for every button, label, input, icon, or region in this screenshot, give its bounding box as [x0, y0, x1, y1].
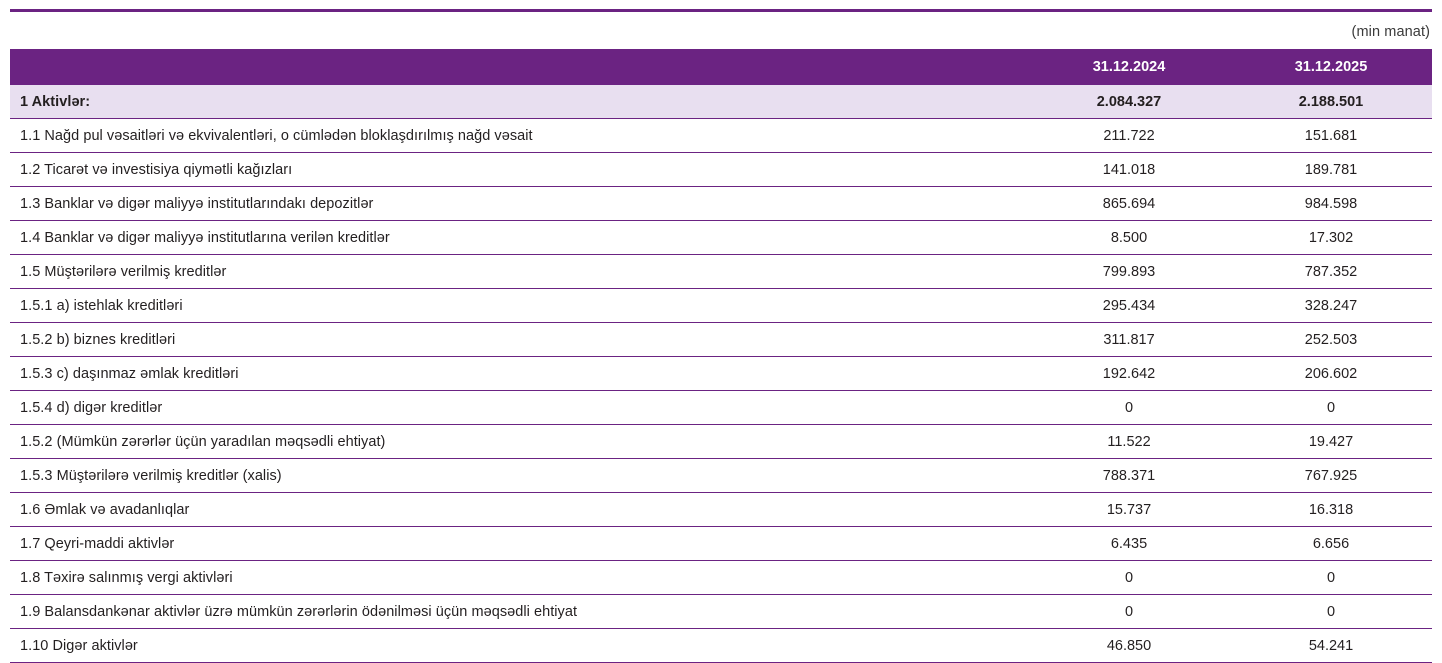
- row-value-2024: 0: [1028, 391, 1230, 425]
- row-value-2025: 0: [1230, 391, 1432, 425]
- unit-note: (min manat): [1351, 24, 1430, 40]
- row-value-2024: 46.850: [1028, 629, 1230, 663]
- row-label: 1 Aktivlər:: [10, 85, 1028, 119]
- table-row: [10, 153, 1432, 187]
- row-value-2025: 17.302: [1230, 221, 1432, 255]
- row-value-2024: 0: [1028, 595, 1230, 629]
- row-value-2024: 788.371: [1028, 459, 1230, 493]
- table-row: [10, 357, 1432, 391]
- row-value-2025: 787.352: [1230, 255, 1432, 289]
- row-label: 1.1 Nağd pul vəsaitləri və ekvivalentləri, o cümlədən bloklaşdırılmış nağd vəsait: [10, 119, 1028, 153]
- table-row: [10, 289, 1432, 323]
- row-value-2025: 328.247: [1230, 289, 1432, 323]
- table-row: [10, 493, 1432, 527]
- row-label: 1.5.3 Müştərilərə verilmiş kreditlər (xalis): [10, 459, 1028, 493]
- column-header-date-1: 31.12.2024: [1028, 49, 1230, 85]
- row-value-2025: 151.681: [1230, 119, 1432, 153]
- row-label: 1.5.1 a) istehlak kreditləri: [10, 289, 1028, 323]
- row-label: 1.2 Ticarət və investisiya qiymətli kağızları: [10, 153, 1028, 187]
- row-value-2024: 2.084.327: [1028, 85, 1230, 119]
- row-value-2025: 984.598: [1230, 187, 1432, 221]
- row-value-2025: 767.925: [1230, 459, 1432, 493]
- row-value-2025: 54.241: [1230, 629, 1432, 663]
- row-label: 1.8 Təxirə salınmış vergi aktivləri: [10, 561, 1028, 595]
- table-row: [10, 187, 1432, 221]
- row-value-2024: 799.893: [1028, 255, 1230, 289]
- table-row: [10, 527, 1432, 561]
- row-value-2025: 19.427: [1230, 425, 1432, 459]
- table-row: [10, 459, 1432, 493]
- row-value-2025: 206.602: [1230, 357, 1432, 391]
- row-value-2024: 865.694: [1028, 187, 1230, 221]
- row-label: 1.5.3 c) daşınmaz əmlak kreditləri: [10, 357, 1028, 391]
- row-value-2024: 15.737: [1028, 493, 1230, 527]
- row-label: 1.5.2 b) biznes kreditləri: [10, 323, 1028, 357]
- row-value-2024: 141.018: [1028, 153, 1230, 187]
- row-value-2024: 8.500: [1028, 221, 1230, 255]
- row-label: 1.7 Qeyri-maddi aktivlər: [10, 527, 1028, 561]
- table-row: [10, 561, 1432, 595]
- table-body: [10, 85, 1432, 663]
- row-value-2024: 295.434: [1028, 289, 1230, 323]
- row-value-2024: 311.817: [1028, 323, 1230, 357]
- row-label: 1.4 Banklar və digər maliyyə institutlarına verilən kreditlər: [10, 221, 1028, 255]
- column-header-date-2: 31.12.2025: [1230, 49, 1432, 85]
- row-label: 1.9 Balansdankənar aktivlər üzrə mümkün zərərlərin ödənilməsi üçün məqsədli ehtiyat: [10, 595, 1028, 629]
- row-label: 1.5.2 (Mümkün zərərlər üçün yaradılan məqsədli ehtiyat): [10, 425, 1028, 459]
- table-row: [10, 119, 1432, 153]
- row-value-2025: 6.656: [1230, 527, 1432, 561]
- row-value-2025: 2.188.501: [1230, 85, 1432, 119]
- row-value-2024: 211.722: [1028, 119, 1230, 153]
- row-value-2024: 6.435: [1028, 527, 1230, 561]
- table-header-row: [10, 49, 1432, 85]
- row-value-2024: 0: [1028, 561, 1230, 595]
- table-row: [10, 255, 1432, 289]
- row-value-2025: 189.781: [1230, 153, 1432, 187]
- financial-statement-sheet: [0, 9, 1442, 663]
- column-header-label: [10, 49, 1028, 85]
- row-label: 1.10 Digər aktivlər: [10, 629, 1028, 663]
- row-label: 1.5 Müştərilərə verilmiş kreditlər: [10, 255, 1028, 289]
- table-row: [10, 629, 1432, 663]
- table-row: [10, 221, 1432, 255]
- row-value-2024: 11.522: [1028, 425, 1230, 459]
- row-value-2025: 16.318: [1230, 493, 1432, 527]
- table-row: [10, 425, 1432, 459]
- row-label: 1.6 Əmlak və avadanlıqlar: [10, 493, 1028, 527]
- row-label: 1.3 Banklar və digər maliyyə institutlarındakı depozitlər: [10, 187, 1028, 221]
- table-row: [10, 391, 1432, 425]
- table-row: [10, 595, 1432, 629]
- row-value-2024: 192.642: [1028, 357, 1230, 391]
- row-value-2025: 252.503: [1230, 323, 1432, 357]
- row-value-2025: 0: [1230, 561, 1432, 595]
- table-row: [10, 85, 1432, 119]
- row-value-2025: 0: [1230, 595, 1432, 629]
- balance-sheet-table: [10, 49, 1432, 663]
- table-header: [10, 49, 1432, 85]
- table-row: [10, 323, 1432, 357]
- row-label: 1.5.4 d) digər kreditlər: [10, 391, 1028, 425]
